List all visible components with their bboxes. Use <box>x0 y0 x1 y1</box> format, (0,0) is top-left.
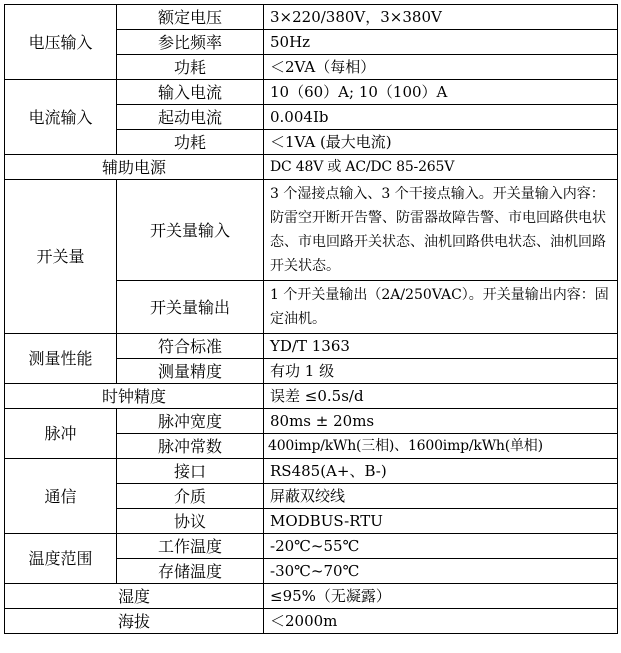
table-row <box>5 534 618 559</box>
clock-value: 误差 ≤0.5s/d <box>264 384 618 409</box>
rated-voltage-label: 额定电压 <box>117 5 264 30</box>
pulse-const-label: 脉冲常数 <box>117 434 264 459</box>
voltage-power-label: 功耗 <box>117 55 264 80</box>
table-row <box>5 155 618 180</box>
comm-protocol-label: 协议 <box>117 509 264 534</box>
comm-medium-label: 介质 <box>117 484 264 509</box>
comm-category: 通信 <box>5 459 117 534</box>
spec-table <box>4 4 618 634</box>
pulse-const-value: 400imp/kWh(三相)、1600imp/kWh(单相) <box>264 434 618 459</box>
voltage-category: 电压输入 <box>5 5 117 80</box>
switch-input-value: 3 个湿接点输入、3 个干接点输入。开关量输入内容：防雷空开断开告警、防雷器故障告警、市电回路供电状态、市电回路开关状态、油机回路供电状态、油机回路开关状态。 <box>264 180 618 281</box>
clock-label: 时钟精度 <box>5 384 264 409</box>
table-row <box>5 384 618 409</box>
table-row <box>5 5 618 30</box>
start-current-label: 起动电流 <box>117 105 264 130</box>
voltage-power-value: ＜2VA（每相） <box>264 55 618 80</box>
ref-frequency-label: 参比频率 <box>117 30 264 55</box>
pulse-width-label: 脉冲宽度 <box>117 409 264 434</box>
input-current-label: 输入电流 <box>117 80 264 105</box>
comm-port-value: RS485(A+、B-) <box>264 459 618 484</box>
start-current-value: 0.004Ib <box>264 105 618 130</box>
ref-frequency-value: 50Hz <box>264 30 618 55</box>
table-row <box>5 80 618 105</box>
aux-power-label: 辅助电源 <box>5 155 264 180</box>
measure-category: 测量性能 <box>5 334 117 384</box>
table-row <box>5 334 618 359</box>
comm-port-label: 接口 <box>117 459 264 484</box>
work-temp-label: 工作温度 <box>117 534 264 559</box>
aux-power-value: DC 48V 或 AC/DC 85-265V <box>264 155 618 180</box>
humidity-label: 湿度 <box>5 584 264 609</box>
standard-label: 符合标准 <box>117 334 264 359</box>
rated-voltage-value: 3×220/380V，3×380V <box>264 5 618 30</box>
accuracy-label: 测量精度 <box>117 359 264 384</box>
work-temp-value: -20℃~55℃ <box>264 534 618 559</box>
comm-medium-value: 屏蔽双绞线 <box>264 484 618 509</box>
table-row <box>5 584 618 609</box>
current-category: 电流输入 <box>5 80 117 155</box>
comm-protocol-value: MODBUS-RTU <box>264 509 618 534</box>
table-row <box>5 180 618 281</box>
accuracy-value: 有功 1 级 <box>264 359 618 384</box>
input-current-value: 10（60）A; 10（100）A <box>264 80 618 105</box>
current-power-label: 功耗 <box>117 130 264 155</box>
altitude-label: 海拔 <box>5 609 264 634</box>
table-row <box>5 409 618 434</box>
pulse-width-value: 80ms ± 20ms <box>264 409 618 434</box>
switch-output-label: 开关量输出 <box>117 281 264 334</box>
storage-temp-label: 存储温度 <box>117 559 264 584</box>
table-row <box>5 459 618 484</box>
humidity-value: ≤95%（无凝露） <box>264 584 618 609</box>
switch-output-value: 1 个开关量输出（2A/250VAC）。开关量输出内容：固定油机。 <box>264 281 618 334</box>
altitude-value: ＜2000m <box>264 609 618 634</box>
table-row <box>5 609 618 634</box>
standard-value: YD/T 1363 <box>264 334 618 359</box>
switch-input-label: 开关量输入 <box>117 180 264 281</box>
switch-category: 开关量 <box>5 180 117 334</box>
temperature-category: 温度范围 <box>5 534 117 584</box>
current-power-value: ＜1VA (最大电流) <box>264 130 618 155</box>
storage-temp-value: -30℃~70℃ <box>264 559 618 584</box>
pulse-category: 脉冲 <box>5 409 117 459</box>
